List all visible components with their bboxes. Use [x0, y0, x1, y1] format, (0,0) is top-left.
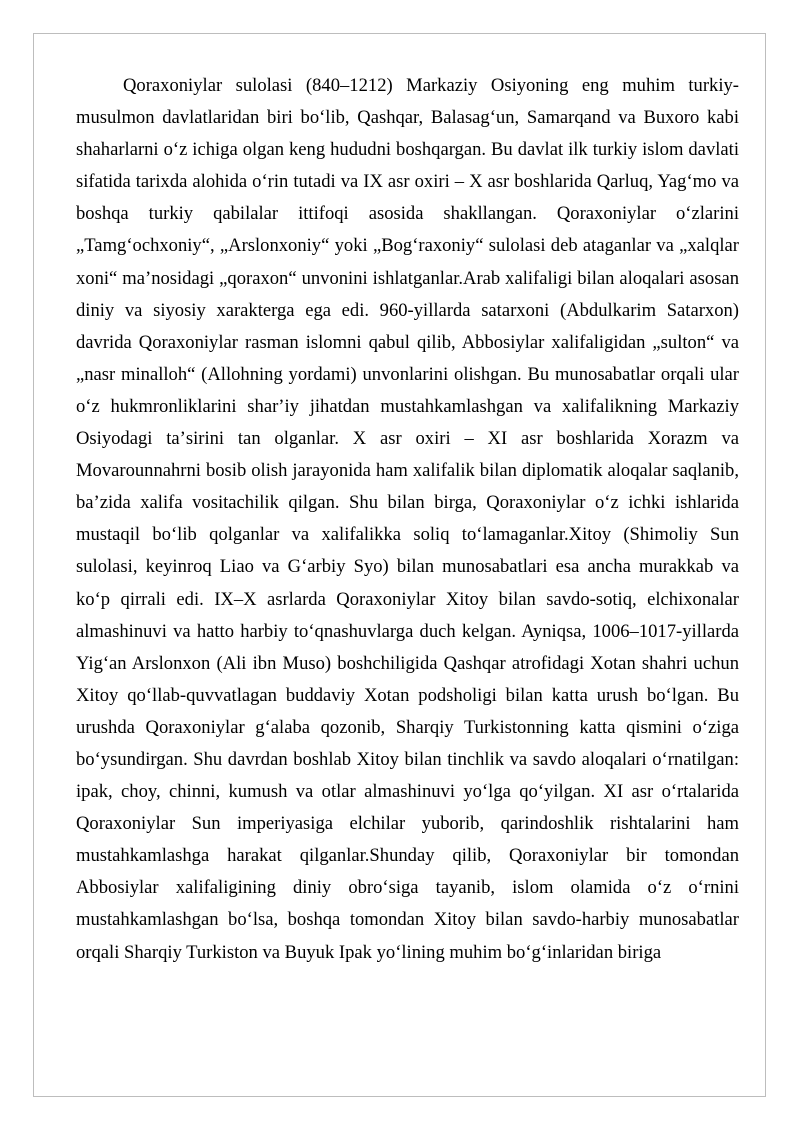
body-paragraph: Qoraxoniylar sulolasi (840–1212) Markaziy Osiyoning eng muhim turkiy-musulmon davlatlaridan biri boʻlib, Qashqar, Balasagʻun, Samarqand va Buxoro kabi shaharlarni oʻz ichiga olgan keng hududni boshqargan. Bu davlat ilk turkiy islom davlati sifatida tarixda alohida oʻrin tutadi va IX asr oxiri – X asr boshlarida Qarluq, Yagʻmo va boshqa turkiy qabilalar ittifoqi asosida shakllangan. Qoraxoniylar oʻzlarini „Tamgʻochxoniy“, „Arslonxoniy“ yoki „Bogʻraxoniy“ sulolasi deb ataganlar va „xalqlar xoni“ maʼnosidagi „qoraxon“ unvonini ishlatganlar.Arab xalifaligi bilan aloqalari asosan diniy va siyosiy xarakterga ega edi. 960-yillarda satarxoni (Abdulkarim Satarxon) davrida Qoraxoniylar rasman islomni qabul qilib, Abbosiylar xalifaligidan „sulton“ va „nasr minalloh“ (Allohning yordami) unvonlarini olishgan. Bu munosabatlar orqali ular oʻz hukmronliklarini sharʼiy jihatdan mustahkamlashgan va xalifalikning Markaziy Osiyodagi taʼsirini tan olganlar. X asr oxiri – XI asr boshlarida Xorazm va Movarounnahrni bosib olish jarayonida ham xalifalik bilan diplomatik aloqalar saqlanib, baʼzida xalifa vositachilik qilgan. Shu bilan birga, Qoraxoniylar oʻz ichki ishlarida mustaqil boʻlib qolganlar va xalifalikka soliq toʻlamaganlar.Xitoy (Shimoliy Sun sulolasi, keyinroq Liao va Gʻarbiy Syo) bilan munosabatlari esa ancha murakkab va koʻp qirrali edi. IX–X asrlarda Qoraxoniylar Xitoy bilan savdo-sotiq, elchixonalar almashinuvi va hatto harbiy toʻqnashuvlarga duch kelgan. Ayniqsa, 1006–1017-yillarda Yigʻan Arslonxon (Ali ibn Muso) boshchiligida Qashqar atrofidagi Xotan shahri uchun Xitoy qoʻllab-quvvatlagan buddaviy Xotan podsholigi bilan katta urush boʻlgan. Bu urushda Qoraxoniylar gʻalaba qozonib, Sharqiy Turkistonning katta qismini oʻziga boʻysundirgan. Shu davrdan boshlab Xitoy bilan tinchlik va savdo aloqalari oʻrnatilgan: ipak, choy, chinni, kumush va otlar almashinuvi yoʻlga qoʻyilgan. XI asr oʻrtalarida Qoraxoniylar Sun imperiyasiga elchilar yuborib, qarindoshlik rishtalarini ham mustahkamlashga harakat qilganlar.Shunday qilib, Qoraxoniylar bir tomondan Abbosiylar xalifaligining diniy obroʻsiga tayanib, islom olamida oʻz oʻrnini mustahkamlashgan boʻlsa, boshqa tomondan Xitoy bilan savdo-harbiy munosabatlar orqali Sharqiy Turkiston va Buyuk Ipak yoʻlining muhim boʻgʻinlaridan biriga	[76, 75, 739, 963]
page-content	[76, 70, 739, 969]
